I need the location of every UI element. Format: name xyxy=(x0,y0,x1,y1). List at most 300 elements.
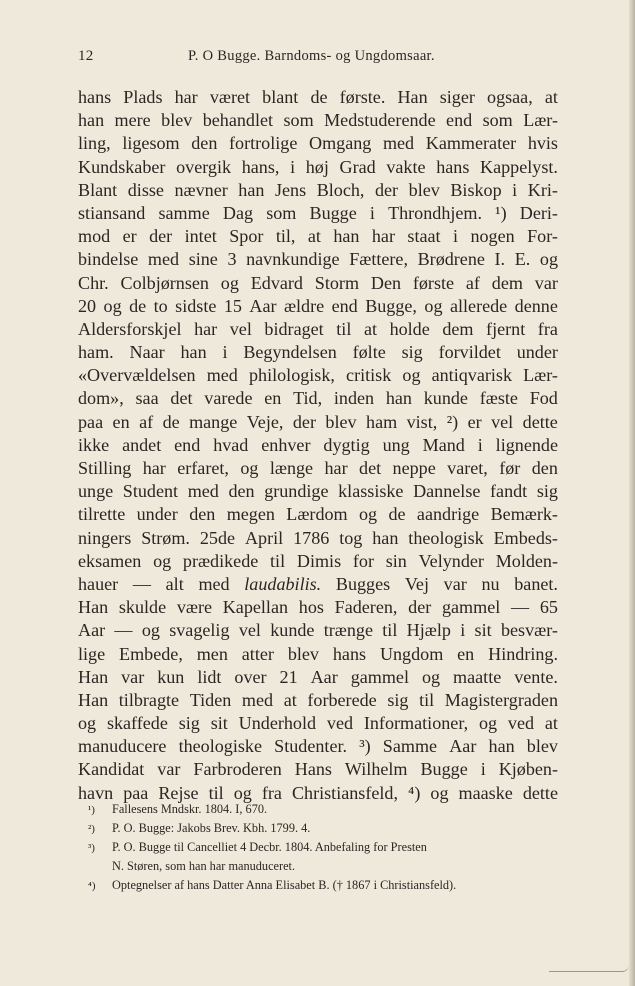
word: til, xyxy=(275,226,296,247)
word: ²) xyxy=(446,411,459,432)
word: i xyxy=(222,342,228,363)
word: havn xyxy=(78,782,114,803)
footnote-3 xyxy=(88,838,558,857)
word: fra xyxy=(537,318,558,339)
word: end xyxy=(174,434,201,455)
word: vente. xyxy=(514,666,558,687)
word: de xyxy=(388,504,406,525)
text-line xyxy=(78,364,558,387)
word: til xyxy=(419,689,435,710)
page-number: 12 xyxy=(78,48,94,64)
word: Aar xyxy=(310,666,338,687)
word: Strøm. xyxy=(141,527,190,548)
word: med xyxy=(147,249,180,270)
word: trænge xyxy=(323,620,373,641)
word: nogen xyxy=(470,226,515,247)
word: laudabilis. xyxy=(244,573,322,594)
word: Lær- xyxy=(523,365,558,386)
word: ældre xyxy=(283,295,325,316)
text-line xyxy=(78,503,558,526)
word: 1786 xyxy=(293,527,330,548)
word: ³) xyxy=(359,736,371,757)
word: været xyxy=(209,87,251,107)
word: ved xyxy=(326,713,354,734)
word: Underhold xyxy=(238,713,317,734)
word: Kandidat xyxy=(78,759,145,780)
word: E. xyxy=(514,249,531,270)
word: være xyxy=(176,597,213,618)
word: i xyxy=(369,202,375,223)
word: mere xyxy=(114,110,151,131)
word: paa xyxy=(78,411,104,432)
word: Fod xyxy=(529,388,558,409)
word: blev xyxy=(408,179,440,200)
word: Wilhelm xyxy=(344,759,408,780)
text-line xyxy=(78,712,558,735)
word: den xyxy=(531,458,558,478)
word: første. xyxy=(339,87,386,107)
footnote-2 xyxy=(88,819,558,838)
word: sit xyxy=(474,620,492,641)
word: kunde xyxy=(423,388,468,409)
word: har xyxy=(142,458,166,478)
word: Aar xyxy=(249,295,277,316)
word: megen xyxy=(226,504,275,525)
word: i xyxy=(460,620,466,641)
page-edge xyxy=(629,0,635,986)
word: Lærdom xyxy=(286,504,348,525)
word: før xyxy=(499,458,521,478)
word: under xyxy=(516,342,558,363)
word: kunde xyxy=(270,620,315,641)
word: skaffede xyxy=(106,713,168,734)
word: manuducere xyxy=(78,736,167,757)
word: fandt xyxy=(490,481,528,502)
word: ved xyxy=(507,713,535,734)
word: erfaret, xyxy=(177,458,229,478)
word: April xyxy=(244,527,284,548)
text-line xyxy=(78,735,558,758)
word: Han xyxy=(78,689,109,710)
word: allerede xyxy=(449,295,508,316)
word: Bugge xyxy=(309,202,357,223)
text-line xyxy=(78,272,558,295)
word: og xyxy=(240,458,259,478)
word: det xyxy=(170,388,193,409)
word: med xyxy=(206,365,238,386)
word: Spor xyxy=(229,226,264,247)
word: end xyxy=(331,295,358,316)
word: Bemærk- xyxy=(490,504,558,525)
word: Bugge xyxy=(420,759,468,780)
word: Dag xyxy=(222,202,254,223)
word: hans, xyxy=(241,156,280,177)
word: Chr. xyxy=(78,272,109,293)
word: vakte xyxy=(386,156,426,177)
word: Kjøben- xyxy=(498,759,558,780)
word: enhver xyxy=(261,434,311,455)
word: den xyxy=(228,481,255,502)
text-line xyxy=(78,248,558,271)
word: en xyxy=(264,388,282,409)
word: siger xyxy=(439,87,475,107)
footnote-mark: ²) xyxy=(88,823,95,835)
word: han xyxy=(238,179,265,200)
word: det xyxy=(359,458,382,478)
text-line xyxy=(78,643,558,666)
word: den xyxy=(191,133,218,154)
word: holde xyxy=(389,318,430,339)
text-line xyxy=(78,457,558,480)
word: Magistergraden xyxy=(444,689,558,710)
word: paa xyxy=(123,782,149,803)
word: hauer xyxy=(78,573,119,594)
word: Farbroderen xyxy=(193,759,282,780)
word: Hindring. xyxy=(488,643,558,664)
word: Bugge, xyxy=(365,295,417,316)
text-line xyxy=(78,689,558,712)
word: Jens xyxy=(274,179,307,200)
word: for xyxy=(352,550,374,571)
footnote-1 xyxy=(88,800,558,819)
word: maaske xyxy=(458,782,513,803)
word: gammel xyxy=(350,666,409,687)
word: fjernt xyxy=(486,318,526,339)
word: andet xyxy=(122,434,162,455)
word: at xyxy=(544,713,558,734)
word: ningers xyxy=(78,527,132,548)
word: vel xyxy=(229,318,252,339)
word: 3 xyxy=(227,249,237,270)
word: og xyxy=(220,272,239,293)
word: unge xyxy=(78,481,114,502)
word: sin xyxy=(385,550,407,571)
word: længe xyxy=(269,458,314,478)
text-line xyxy=(78,434,558,457)
text-line xyxy=(78,619,558,642)
word: blev xyxy=(161,110,193,131)
word: at xyxy=(363,318,377,339)
word: de xyxy=(129,295,147,316)
word: Bloch, xyxy=(316,179,365,200)
word: «Overvældelsen xyxy=(78,365,196,386)
text-line xyxy=(78,225,558,248)
word: men xyxy=(196,643,228,664)
word: philologisk, xyxy=(248,365,335,386)
word: Naar xyxy=(129,342,165,363)
word: fæste xyxy=(479,388,518,409)
word: sidste xyxy=(175,295,217,316)
footnote-mark: ¹) xyxy=(88,804,95,816)
word: vist, xyxy=(406,411,438,432)
word: sine xyxy=(188,249,218,270)
word: ligesom xyxy=(122,133,180,154)
word: Aar xyxy=(449,736,477,757)
word: For- xyxy=(527,226,558,247)
word: han xyxy=(78,110,105,131)
text-line xyxy=(78,156,558,179)
word: Aldersforskjel xyxy=(78,318,182,339)
word: i xyxy=(512,179,518,200)
word: Brødrene xyxy=(417,249,485,270)
word: han xyxy=(488,736,515,757)
word: og xyxy=(141,620,160,641)
word: der xyxy=(374,179,399,200)
word: han xyxy=(385,388,412,409)
word: i xyxy=(480,759,486,780)
word: navnkundige xyxy=(246,249,340,270)
word: ¹) xyxy=(495,202,507,223)
word: Tiden xyxy=(189,689,232,710)
word: blant xyxy=(262,87,299,107)
word: hans xyxy=(78,87,112,107)
word: der xyxy=(292,411,316,432)
word: og xyxy=(233,782,252,803)
text-line xyxy=(78,202,558,225)
word: skulde xyxy=(118,597,167,618)
word: Kapellan xyxy=(222,597,289,618)
word: 21 xyxy=(279,666,298,687)
word: 65 xyxy=(539,597,558,618)
word: og xyxy=(153,550,172,571)
word: mange xyxy=(189,411,238,432)
word: og xyxy=(103,295,122,316)
word: theologiske xyxy=(178,736,262,757)
page-curl xyxy=(549,965,629,972)
text-line xyxy=(78,341,558,364)
word: de xyxy=(310,87,328,107)
text-line xyxy=(78,387,558,410)
word: mod xyxy=(78,226,111,247)
text-line xyxy=(78,480,558,503)
word: grundige xyxy=(264,481,329,502)
word: Plads xyxy=(123,87,163,107)
word: af xyxy=(139,411,154,432)
word: hans xyxy=(436,156,470,177)
word: dette xyxy=(522,411,558,432)
word: sig xyxy=(387,689,409,710)
word: kun xyxy=(157,666,185,687)
word: tilrette xyxy=(78,504,126,525)
word: var xyxy=(443,573,467,594)
word: Dimis xyxy=(296,550,342,571)
word: varet, xyxy=(447,458,488,478)
footnote-text: Optegnelser af hans Datter Anna Elisabet B. († 1867 i Christiansfeld). xyxy=(112,878,457,892)
word: Throndhjem. xyxy=(388,202,483,223)
word: gammel xyxy=(441,597,501,618)
word: følte xyxy=(352,342,386,363)
word: end xyxy=(446,110,473,131)
word: ham xyxy=(366,411,398,432)
word: der xyxy=(149,226,173,247)
footnote-mark: ⁴) xyxy=(88,880,96,892)
word: han xyxy=(333,226,360,247)
footnote-4 xyxy=(88,876,558,895)
text-line xyxy=(78,758,558,781)
word: den xyxy=(189,504,216,525)
text-line xyxy=(78,179,558,202)
word: i xyxy=(477,434,483,455)
word: hos xyxy=(298,597,324,618)
text-line xyxy=(78,596,558,619)
word: to xyxy=(153,295,168,316)
word: Colbjørnsen xyxy=(120,272,209,293)
footnote-text: P. O. Bugge: Jakobs Brev. Kbh. 1799. 4. xyxy=(112,821,311,835)
word: nævner xyxy=(174,179,228,200)
word: til xyxy=(270,550,286,571)
text-line xyxy=(78,550,558,573)
word: lignende xyxy=(495,434,558,455)
word: og xyxy=(478,713,498,734)
word: og xyxy=(421,666,441,687)
word: svagelig xyxy=(169,620,230,641)
word: ogsaa, xyxy=(487,87,533,107)
word: Blant xyxy=(78,179,118,200)
text-line xyxy=(78,132,558,155)
footnote-3-continuation: N. Støren, som han har manuduceret. xyxy=(112,859,296,873)
word: dem xyxy=(491,272,523,293)
word: første xyxy=(412,272,455,293)
word: Omgang xyxy=(309,133,372,154)
word: ⁴) xyxy=(408,782,421,803)
word: Lær- xyxy=(523,110,558,131)
word: som xyxy=(266,202,297,223)
word: med xyxy=(241,689,274,710)
text-line xyxy=(78,666,558,689)
word: ling, xyxy=(78,133,111,154)
word: var xyxy=(121,666,145,687)
word: bindelse xyxy=(78,249,139,270)
word: Faderen, xyxy=(334,597,398,618)
word: sig xyxy=(178,713,200,734)
word: disse xyxy=(127,179,164,200)
word: sig xyxy=(401,342,423,363)
word: alt xyxy=(165,573,184,594)
word: der xyxy=(408,597,432,618)
word: en xyxy=(457,643,475,664)
word: og xyxy=(402,365,421,386)
text-line xyxy=(78,527,558,550)
word: hans xyxy=(332,643,367,664)
word: stiansand xyxy=(78,202,146,223)
word: ham. xyxy=(78,342,114,363)
word: har xyxy=(324,458,348,478)
text-line xyxy=(78,295,558,318)
word: i xyxy=(453,226,459,247)
word: Embede, xyxy=(119,643,183,664)
word: klassiske xyxy=(338,481,404,502)
word: Dannelse xyxy=(413,481,481,502)
word: behandlet xyxy=(202,110,274,131)
word: at xyxy=(307,226,321,247)
word: Edvard xyxy=(250,272,303,293)
word: blev xyxy=(526,736,558,757)
word: fortrolige xyxy=(229,133,298,154)
word: Ungdom xyxy=(379,643,444,664)
word: med xyxy=(198,573,230,594)
word: Den xyxy=(370,272,402,293)
word: at xyxy=(283,689,297,710)
word: over xyxy=(234,666,267,687)
word: dem xyxy=(442,318,474,339)
word: prædikede xyxy=(182,550,259,571)
word: sit xyxy=(210,713,228,734)
word: og xyxy=(539,249,558,270)
word: er xyxy=(122,226,137,247)
word: denne xyxy=(514,295,558,316)
word: Hjælp xyxy=(406,620,451,641)
word: I. xyxy=(494,249,506,270)
word: samme xyxy=(158,202,210,223)
word: og xyxy=(78,713,97,734)
word: 25de xyxy=(199,527,236,548)
word: Student xyxy=(122,481,179,502)
word: nu xyxy=(481,573,500,594)
word: Stilling xyxy=(78,458,132,478)
word: forberede xyxy=(307,689,377,710)
word: dette xyxy=(522,782,558,803)
word: Kri- xyxy=(527,179,558,200)
word: at xyxy=(544,87,558,107)
word: Bugges xyxy=(335,573,391,594)
word: eksamen xyxy=(78,550,142,571)
word: til xyxy=(382,620,398,641)
word: sig xyxy=(536,481,558,502)
word: Veje, xyxy=(246,411,284,432)
word: ung xyxy=(382,434,410,455)
word: overgik xyxy=(176,156,232,177)
word: Molden- xyxy=(495,550,558,571)
word: som xyxy=(482,110,513,131)
word: af xyxy=(465,272,480,293)
word: til xyxy=(336,318,352,339)
word: neppe xyxy=(392,458,436,478)
running-title: P. O Bugge. Barndoms- og Ungdomsaar. xyxy=(188,48,435,64)
word: under xyxy=(136,504,178,525)
word: har xyxy=(194,318,218,339)
word: Han xyxy=(78,597,109,618)
word: til xyxy=(208,782,224,803)
running-header xyxy=(78,48,556,70)
word: de xyxy=(162,411,180,432)
word: 20 xyxy=(78,295,97,316)
word: blev xyxy=(325,411,357,432)
word: han xyxy=(180,342,207,363)
text-line xyxy=(78,573,558,596)
word: Storm xyxy=(314,272,360,293)
word: Medstuderende xyxy=(324,110,436,131)
word: Han xyxy=(397,87,428,107)
word: forvildet xyxy=(438,342,501,363)
word: har xyxy=(371,226,395,247)
word: hvad xyxy=(213,434,249,455)
word: hvis xyxy=(527,133,558,154)
word: vel xyxy=(491,411,514,432)
text-line xyxy=(78,109,558,132)
word: aandrige xyxy=(416,504,480,525)
word: staat xyxy=(407,226,441,247)
word: banet. xyxy=(514,573,558,594)
word: Samme xyxy=(382,736,438,757)
word: antiqvarisk xyxy=(431,365,512,386)
word: Aar xyxy=(78,620,106,641)
word: Kammerater xyxy=(425,133,517,154)
word: 15 xyxy=(223,295,242,316)
word: Kappelyst. xyxy=(480,156,558,177)
word: Vej xyxy=(404,573,429,594)
footnote-text: Fallesens Mndskr. 1804. I, 670. xyxy=(112,802,268,816)
word: Rejse xyxy=(158,782,199,803)
